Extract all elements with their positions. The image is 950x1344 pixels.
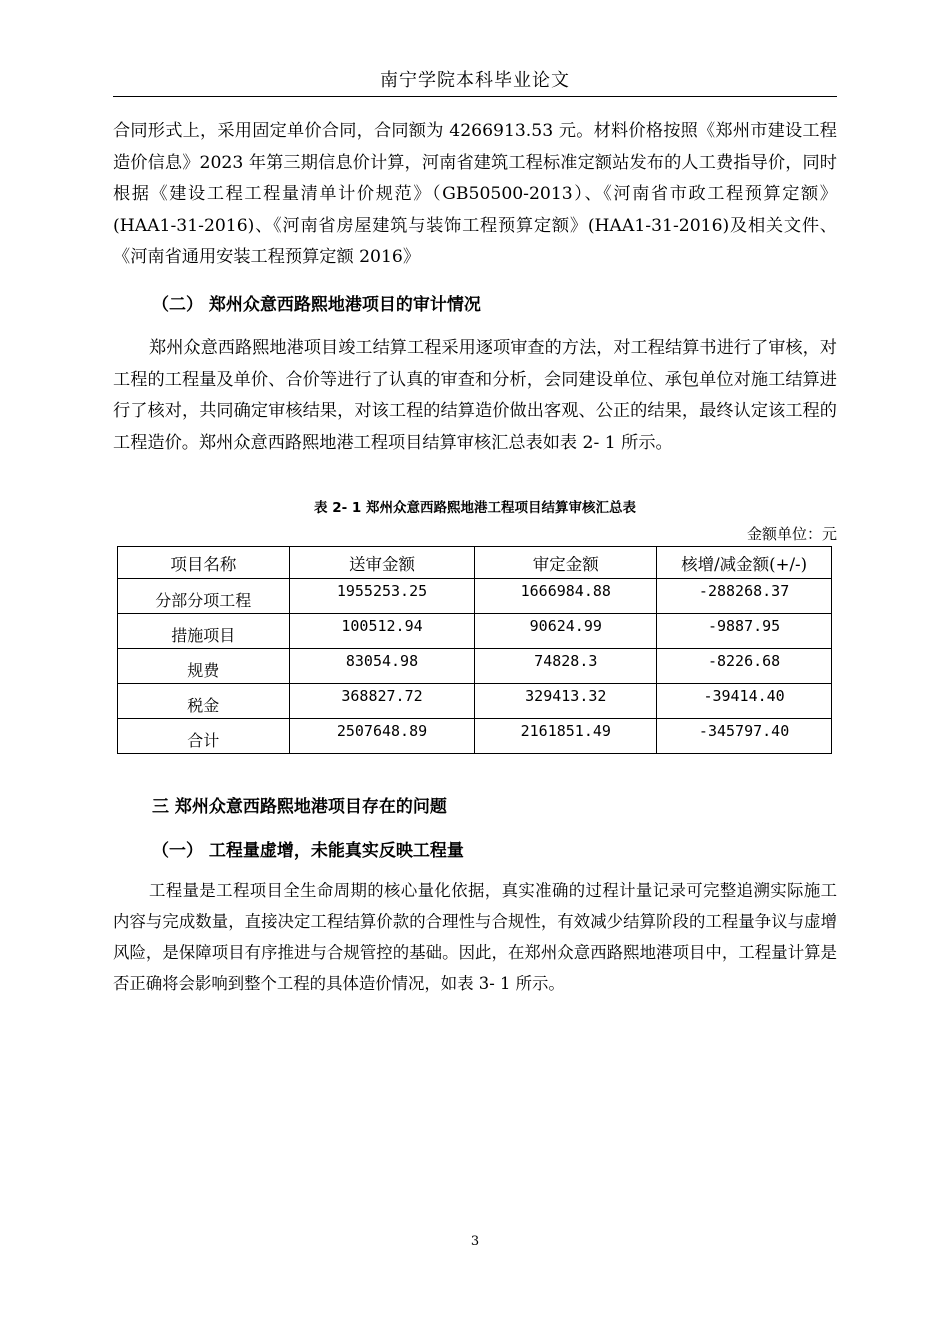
section-heading-problems: 三 郑州众意西路熙地港项目存在的问题 <box>152 797 447 817</box>
table-unit-label: 金额单位：元 <box>746 525 837 543</box>
header-submitted-amount: 送审金额 <box>289 547 475 579</box>
page-header-title: 南宁学院本科毕业论文 <box>380 70 570 91</box>
table-row <box>118 649 832 684</box>
header-project-name: 项目名称 <box>118 547 290 579</box>
cell-project-name: 措施项目 <box>118 614 290 649</box>
cell-submitted-amount: 83054.98 <box>289 649 475 684</box>
cell-approved-amount: 1666984.88 <box>475 579 657 614</box>
cell-approved-amount: 2161851.49 <box>475 719 657 754</box>
cell-adjustment-amount: -8226.68 <box>657 649 832 684</box>
cell-adjustment-amount: -345797.40 <box>657 719 832 754</box>
cell-adjustment-amount: -39414.40 <box>657 684 832 719</box>
table-caption: 表 2- 1 郑州众意西路熙地港工程项目结算审核汇总表 <box>314 500 636 516</box>
audit-summary-table <box>117 546 832 754</box>
header-approved-amount: 审定金额 <box>475 547 657 579</box>
cell-project-name: 规费 <box>118 649 290 684</box>
table-total-row <box>118 719 832 754</box>
cell-submitted-amount: 100512.94 <box>289 614 475 649</box>
header-divider <box>113 96 837 97</box>
paragraph-quantity: 工程量是工程项目全生命周期的核心量化依据，真实准确的过程计量记录可完整追溯实际施工内容与完成数量，直接决定工程结算价款的合理性与合规性，有效减少结算阶段的工程量争议与虚增风险，是保障项目有序推进与合规管控的基础。因此，在郑州众意西路熙地港项目中，工程量计算是否正确将会影响到整个工程的具体造价情况，如表 3- 1 所示。 <box>113 881 837 993</box>
page-number: 3 <box>470 1234 480 1249</box>
paragraph-audit: 郑州众意西路熙地港项目竣工结算工程采用逐项审查的方法，对工程结算书进行了审核，对工程的工程量及单价、合价等进行了认真的审查和分析，会同建设单位、承包单位对施工结算进行了核对，共同确定审核结果，对该工程的结算造价做出客观、公正的结果，最终认定该工程的工程造价。郑州众意西路熙地港工程项目结算审核汇总表如表 2- 1 所示。 <box>113 338 837 453</box>
cell-approved-amount: 90624.99 <box>475 614 657 649</box>
subheading-audit-status: （二） 郑州众意西路熙地港项目的审计情况 <box>152 295 481 315</box>
cell-approved-amount: 74828.3 <box>475 649 657 684</box>
cell-approved-amount: 329413.32 <box>475 684 657 719</box>
cell-submitted-amount: 1955253.25 <box>289 579 475 614</box>
subheading-quantity-inflation: （一） 工程量虚增，未能真实反映工程量 <box>152 841 464 861</box>
table-row <box>118 684 832 719</box>
cell-project-name: 税金 <box>118 684 290 719</box>
cell-project-name: 分部分项工程 <box>118 579 290 614</box>
cell-adjustment-amount: -9887.95 <box>657 614 832 649</box>
table-row <box>118 614 832 649</box>
cell-submitted-amount: 368827.72 <box>289 684 475 719</box>
table-row <box>118 579 832 614</box>
paragraph-contract: 合同形式上，采用固定单价合同，合同额为 4266913.53 元。材料价格按照《郑州市建设工程造价信息》2023 年第三期信息价计算，河南省建筑工程标准定额站发布的人工费指导价，同时根据《建设工程工程量清单计价规范》（GB50500-2013）、《河南省市政工程预算定额》(HAA1-31-2016)、《河南省房屋建筑与装饰工程预算定额》(HAA1-31-2016)及相关文件、《河南省通用安装工程预算定额 2016》 <box>113 121 837 267</box>
table-header-row <box>118 547 832 579</box>
header-adjustment-amount: 核增/减金额(+/-) <box>657 547 832 579</box>
cell-project-name: 合计 <box>118 719 290 754</box>
cell-submitted-amount: 2507648.89 <box>289 719 475 754</box>
cell-adjustment-amount: -288268.37 <box>657 579 832 614</box>
